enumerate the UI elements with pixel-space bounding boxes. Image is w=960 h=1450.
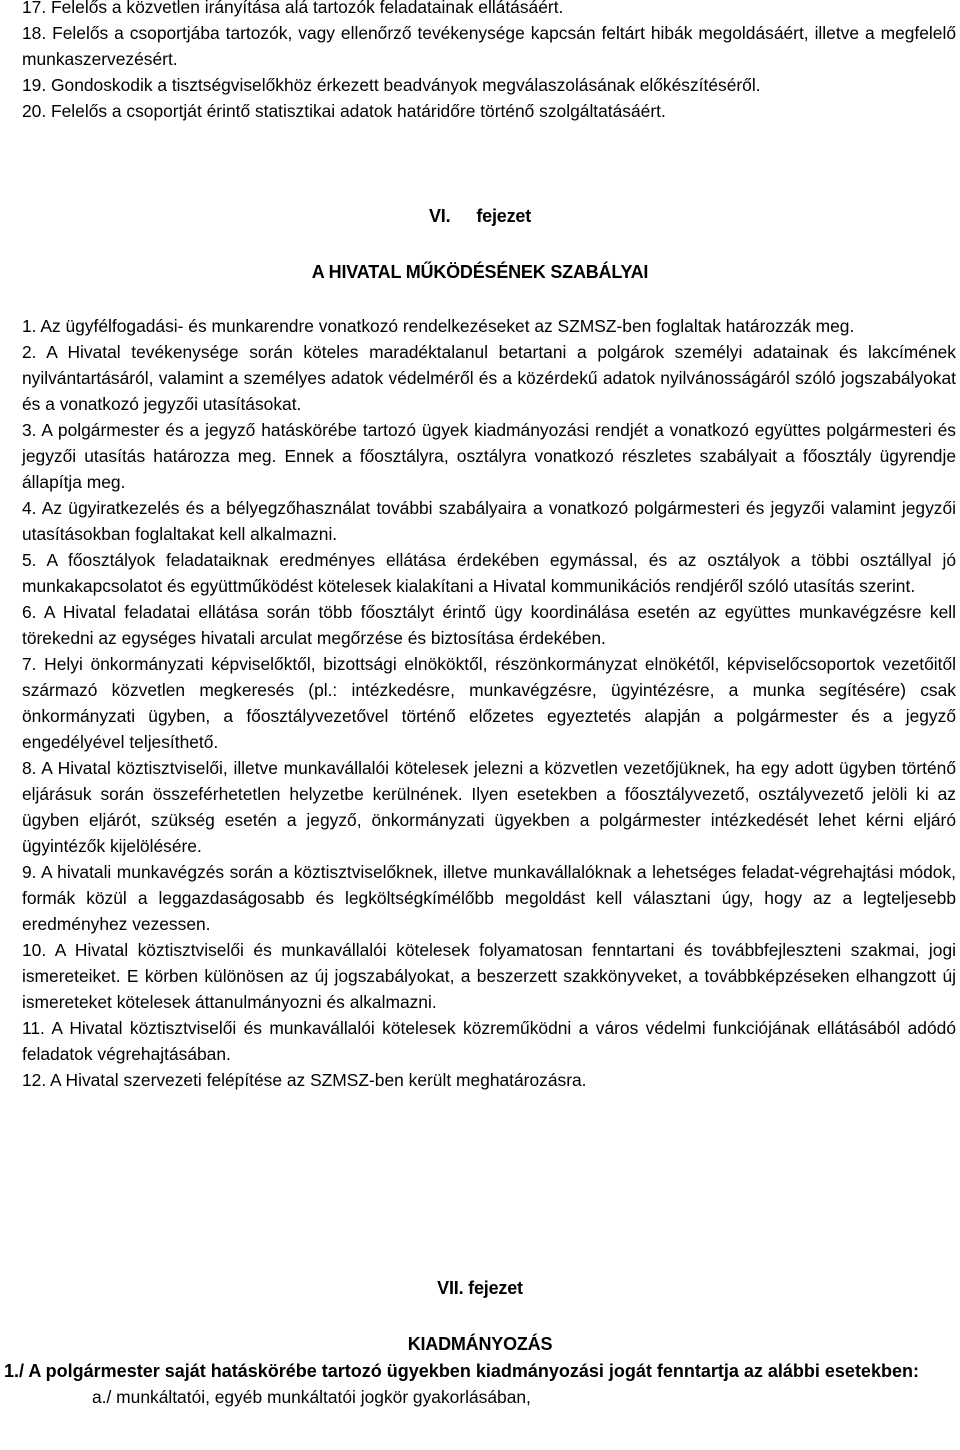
section-intro: 1./ A polgármester saját hatáskörébe tartozó ügyekben kiadmányozási jogát fenntartja az alábbi esetekben: xyxy=(4,1361,919,1381)
list-item: 1. Az ügyfélfogadási- és munkarendre vonatkozó rendelkezéseket az SZMSZ-ben foglaltak határozzák meg. xyxy=(22,316,855,336)
list-item: 18. Felelős a csoportjába tartozók, vagy ellenőrző tevékenysége kapcsán feltárt hibák megoldásáért, illetve a megfelelő munkaszervezésért. xyxy=(22,23,956,69)
top-item-list xyxy=(22,0,956,124)
list-item: 12. A Hivatal szervezeti felépítése az SZMSZ-ben került meghatározásra. xyxy=(22,1070,587,1090)
chapter-title: A HIVATAL MŰKÖDÉSÉNEK SZABÁLYAI xyxy=(311,262,649,282)
list-item: 17. Felelős a közvetlen irányítása alá tartozók feladatainak ellátásáért. xyxy=(22,0,564,17)
chapter-number: VI. xyxy=(428,206,451,226)
list-item: 11. A Hivatal köztisztviselői és munkavállalói kötelesek közreműködni a város védelmi funkciójának ellátásából adódó feladatok végrehajtásában. xyxy=(22,1018,956,1064)
list-item: 10. A Hivatal köztisztviselői és munkavállalói kötelesek folyamatosan fenntartani és továbbfejleszteni szakmai, jogi ismereteiket. E körben különösen az új jogszabályokat, a beszerzett szakkönyveket, a továbbképzéseken elhangzott új ismereteket kötelesek áttanulmányozni és alkalmazni. xyxy=(22,940,956,1012)
list-item: 5. A főosztályok feladataiknak eredményes ellátása érdekében egymással, és az osztályok a többi osztállyal jó munkakapcsolatot és együttműködést kötelesek kialakítani a Hivatal kommunikációs rendjéről szóló utasítás szerint. xyxy=(22,550,956,596)
chapter-vii-body xyxy=(4,1358,956,1410)
list-item: 4. Az ügyiratkezelés és a bélyegzőhasználat további szabályaira a vonatkozó polgármesteri és jegyzői valamint jegyzői utasításokban foglaltakat kell alkalmazni. xyxy=(22,498,956,544)
list-item: 7. Helyi önkormányzati képviselőktől, bizottsági elnököktől, részönkormányzat elnökétől, képviselőcsoportok vezetőitől származó közvetlen megkeresés (pl.: intézkedésre, munkavégzésre, ügyintézésre, a munka segítésére) csak önkormányzati ügyben, a főosztályvezetővel történő előzetes egyeztetés alapján a polgármester és a jegyző engedélyével teljesíthető. xyxy=(22,654,956,752)
chapter-vii-heading: VII. fejezet xyxy=(437,1278,523,1298)
list-item: 6. A Hivatal feladatai ellátása során több főosztályt érintő ügy koordinálása esetén az együttes munkavégzésre kell törekedni az egységes hivatali arculat megőrzése és biztosítása érdekében. xyxy=(22,602,956,648)
list-item: 2. A Hivatal tevékenysége során köteles maradéktalanul betartani a polgárok személyi adatainak és lakcímének nyilvántartásáról, valamint a személyes adatok védelméről és a közérdekű adatok nyilvánosságáról szóló jogszabályokat és a vonatkozó jegyzői utasításokat. xyxy=(22,342,956,414)
list-item: 20. Felelős a csoportját érintő statisztikai adatok határidőre történő szolgáltatásáért. xyxy=(22,101,666,121)
chapter-heading xyxy=(0,203,960,229)
list-item: 8. A Hivatal köztisztviselői, illetve munkavállalói kötelesek jelezni a közvetlen vezetőjüknek, ha egy adott ügyben történő eljárásuk során összeférhetetlen helyzetbe kerülnének. Ilyen esetekben a főosztályvezető, osztályvezető jelöli ki az ügyben eljárót, szükség esetén a jegyző, önkormányzati ügyekben a polgármester intézkedését lehet kérni eljáró ügyintézők kijelölésére. xyxy=(22,758,956,856)
list-item: 19. Gondoskodik a tisztségviselőkhöz érkezett beadványok megválaszolásának előkészítéséről. xyxy=(22,75,761,95)
list-item: 3. A polgármester és a jegyző hatáskörébe tartozó ügyek kiadmányozási rendjét a vonatkozó együttes polgármesteri és jegyzői utasítás határozza meg. Ennek a főosztályra, osztályra vonatkozó részletes szabályait a főosztály ügyrendje állapítja meg. xyxy=(22,420,956,492)
sub-list-item: a./ munkáltatói, egyéb munkáltatói jogkör gyakorlásában, xyxy=(92,1387,531,1407)
chapter-vi-items xyxy=(22,313,956,1093)
chapter-word: fejezet xyxy=(476,206,532,226)
chapter-vii-title: KIADMÁNYOZÁS xyxy=(407,1334,553,1354)
list-item: 9. A hivatali munkavégzés során a köztisztviselőknek, illetve munkavállalóknak a lehetséges feladat-végrehajtási módok, formák közül a leggazdaságosabb és legköltségkímélőbb megoldást kell választani úgy, hogy az a legteljesebb eredményhez vezessen. xyxy=(22,862,956,934)
